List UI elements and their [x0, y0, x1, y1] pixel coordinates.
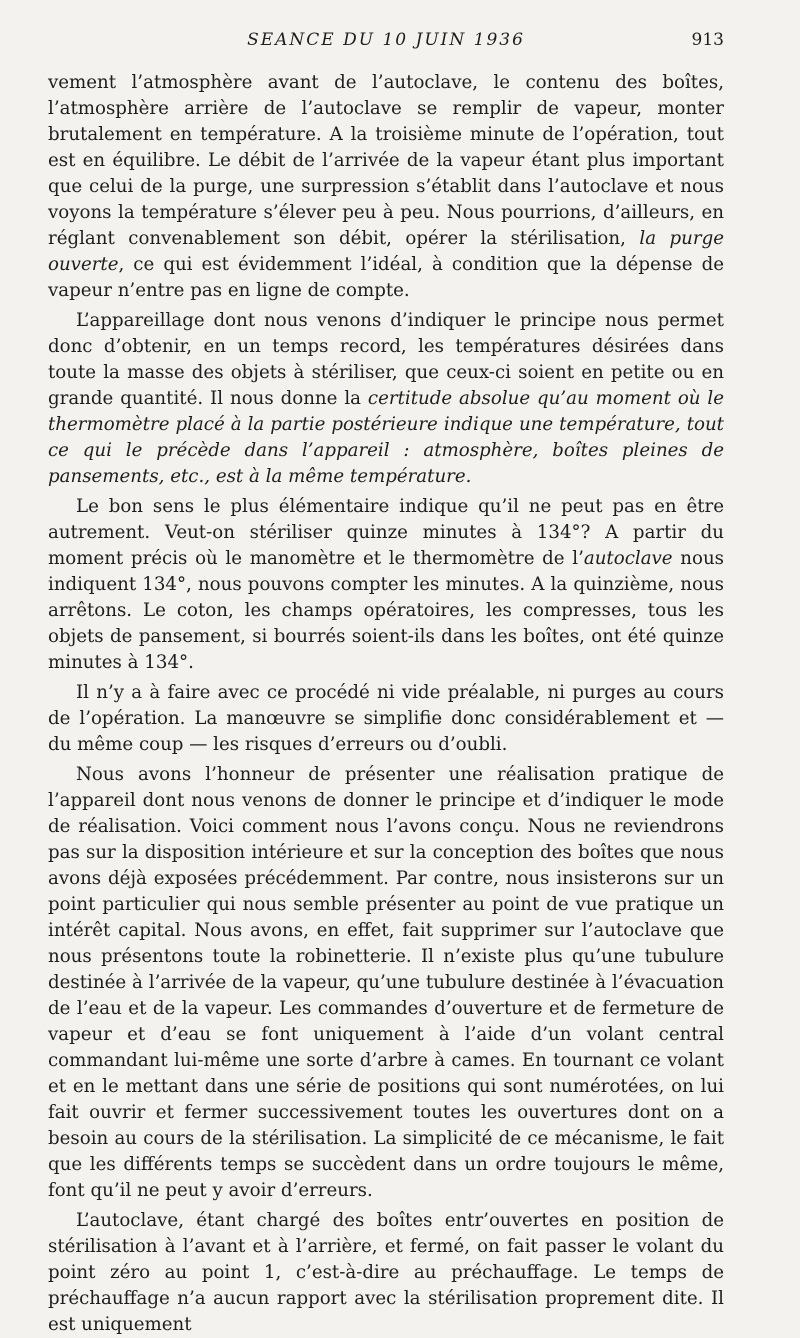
page-header: [48, 30, 724, 56]
paragraph: [48, 494, 724, 676]
text-run: Nous avons l’honneur de présenter une réalisation pratique de l’appareil dont nous venons de donner le principe et d’indiquer le mode de réalisation. Voici comment nous l’avons conçu. Nous ne reviendrons pas sur la disposition intérieure et sur la conception des boîtes que nous avons déjà exposées précédemment. Par contre, nous insisterons sur un point particulier qui nous semble présenter au point de vue pratique un intérêt capital. Nous avons, en effet, fait supprimer sur l’autoclave que nous présentons toute la robinetterie. Il n’existe plus qu’une tubulure destinée à l’arrivée de la vapeur, qu’une tubulure destinée à l’évacuation de l’eau et de la vapeur. Les commandes d’ouverture et de fermeture de vapeur et d’eau se font uniquement à l’aide d’un volant central commandant lui-même une sorte d’arbre à cames. En tournant ce volant et en le mettant dans une série de positions qui sont numérotées, on lui fait ouvrir et fermer successivement toutes les ouvertures dont on a besoin au cours de la stérilisation. La simplicité de ce mécanisme, le fait que les différents temps se succèdent dans un ordre toujours le même, font qu’il ne peut y avoir d’erreurs.: [48, 764, 724, 1201]
text-run: , ce qui est évidemment l’idéal, à condition que la dépense de vapeur n’entre pas en ligne de compte.: [48, 254, 724, 301]
paragraph: [48, 70, 724, 304]
running-title: SEANCE DU 10 JUIN 1936: [247, 30, 525, 50]
text-run: L’autoclave, étant chargé des boîtes entr’ouvertes en position de stérilisation à l’avant et à l’arrière, et fermé, on fait passer le volant du point zéro au point 1, c’est-à-dire au préchauffage. Le temps de préchauffage n’a aucun rapport avec la stérilisation proprement dite. Il est uniquement: [48, 1210, 724, 1335]
paragraph: [48, 308, 724, 490]
italic-run: autoclave: [583, 548, 673, 569]
paragraph: [48, 762, 724, 1204]
italic-run: certitude absolue qu’au moment où le thermomètre placé à la partie postérieure indique une température, tout ce qui le précède dans l’appareil : atmosphère, boîtes pleines de pansements, etc., est à la même température.: [48, 388, 724, 487]
text-run: nous indiquent 134°, nous pouvons compter les minutes. A la quinzième, nous arrêtons. Le coton, les champs opératoires, les compresses, tous les objets de pansement, si bourrés soient-ils dans les boîtes, ont été quinze minutes à 134°.: [48, 548, 724, 673]
text-run: Il n’y a à faire avec ce procédé ni vide préalable, ni purges au cours de l’opération. La manœuvre se simplifie donc considérablement et — du même coup — les risques d’erreurs ou d’oubli.: [48, 682, 724, 755]
italic-run: la purge ouverte: [48, 228, 724, 275]
text-run: L’appareillage dont nous venons d’indiquer le principe nous permet donc d’obtenir, en un temps record, les températures désirées dans toute la masse des objets à stériliser, que ceux-ci soient en petite ou en grande quantité. Il nous donne la: [48, 310, 724, 409]
body-text: [48, 70, 724, 1338]
paragraph: [48, 680, 724, 758]
text-run: vement l’atmosphère avant de l’autoclave, le contenu des boîtes, l’atmosphère arrière de l’autoclave se remplir de vapeur, monter brutalement en température. A la troisième minute de l’opération, tout est en équilibre. Le débit de l’arrivée de la vapeur étant plus important que celui de la purge, une surpression s’établit dans l’autoclave et nous voyons la température s’élever peu à peu. Nous pourrions, d’ailleurs, en réglant convenablement son débit, opérer la stérilisation,: [48, 72, 724, 249]
text-run: Le bon sens le plus élémentaire indique qu’il ne peut pas en être autrement. Veut-on stériliser quinze minutes à 134°? A partir du moment précis où le manomètre et le thermomètre de l’: [48, 496, 724, 569]
page-number: 913: [691, 30, 724, 50]
